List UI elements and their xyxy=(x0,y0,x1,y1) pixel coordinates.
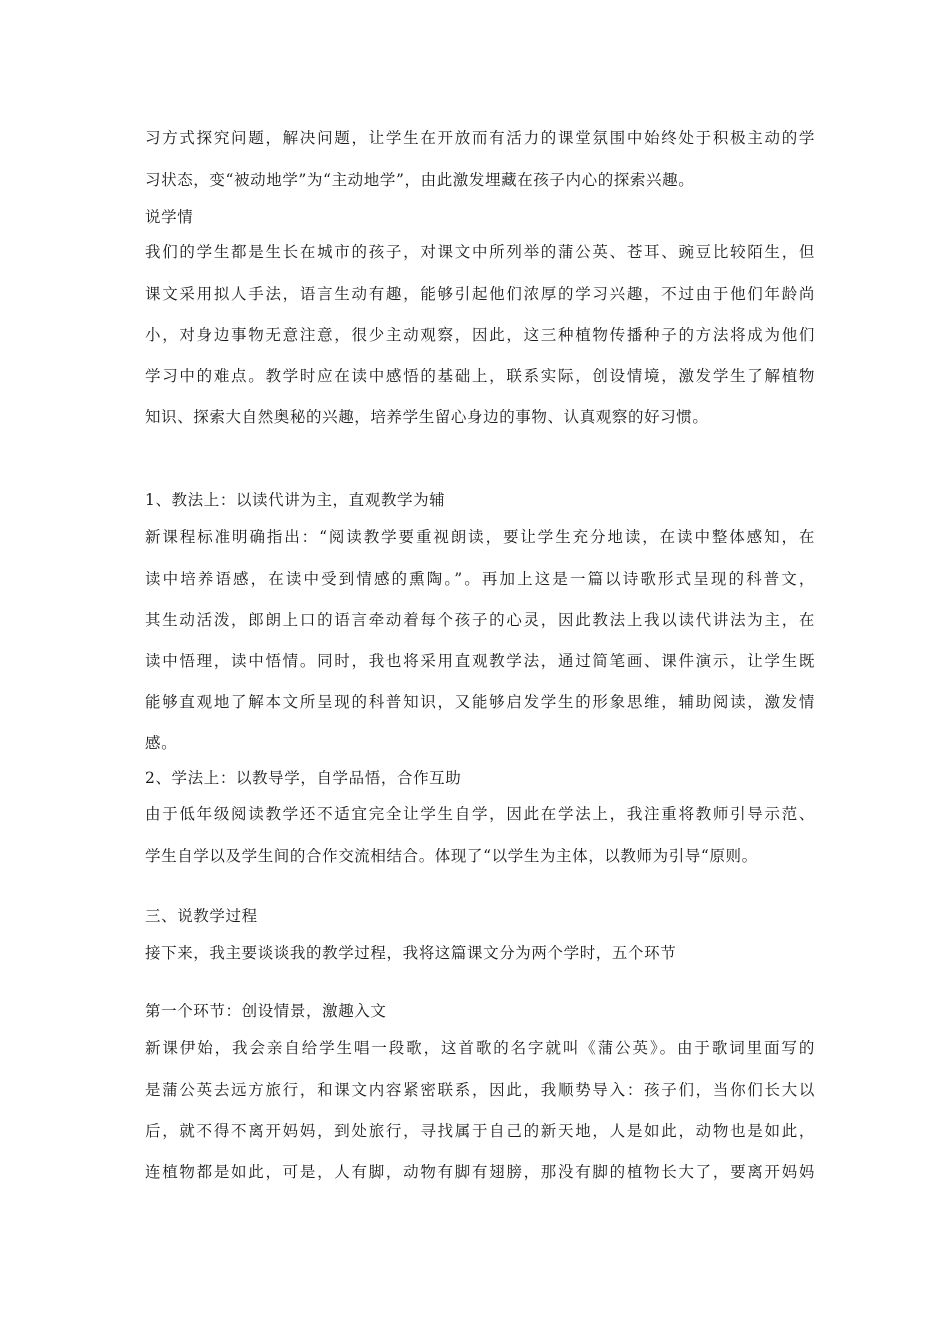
paragraph-line: 是蒲公英去远方旅行，和课文内容紧密联系，因此，我顺势导入：孩子们，当你们长大以 xyxy=(145,1081,815,1099)
paragraph-line: 习方式探究问题，解决问题，让学生在开放而有活力的课堂氛围中始终处于积极主动的学 xyxy=(145,129,815,147)
paragraph-line: 接下来，我主要谈谈我的教学过程，我将这篇课文分为两个学时，五个环节 xyxy=(145,944,677,962)
paragraph-line: 后，就不得不离开妈妈，到处旅行，寻找属于自己的新天地，人是如此，动物也是如此， xyxy=(145,1122,815,1140)
section-heading: 2、学法上：以教导学，自学品悟，合作互助 xyxy=(145,769,462,787)
paragraph-line: 新课伊始，我会亲自给学生唱一段歌，这首歌的名字就叫《蒲公英》。由于歌词里面写的 xyxy=(145,1039,815,1057)
paragraph-line: 课文采用拟人手法，语言生动有趣，能够引起他们浓厚的学习兴趣，不过由于他们年龄尚 xyxy=(145,285,815,303)
paragraph-line: 由于低年级阅读教学还不适宜完全让学生自学，因此在学法上，我注重将教师引导示范、 xyxy=(145,805,815,823)
paragraph-line: 读中悟理，读中悟情。同时，我也将采用直观教学法，通过简笔画、课件演示，让学生既 xyxy=(145,652,815,670)
paragraph-line: 连植物都是如此，可是，人有脚，动物有脚有翅膀，那没有脚的植物长大了，要离开妈妈 xyxy=(145,1163,815,1181)
paragraph-line: 能够直观地了解本文所呈现的科普知识，又能够启发学生的形象思维，辅助阅读，激发情 xyxy=(145,693,815,711)
paragraph-line: 读中培养语感，在读中受到情感的熏陶。”。再加上这是一篇以诗歌形式呈现的科普文， xyxy=(145,570,815,588)
paragraph-line: 知识、探索大自然奥秘的兴趣，培养学生留心身边的事物、认真观察的好习惯。 xyxy=(145,408,709,426)
section-heading: 第一个环节：创设情景，激趣入文 xyxy=(145,1002,387,1020)
paragraph-line: 小，对身边事物无意注意，很少主动观察，因此，这三种植物传播种子的方法将成为他们 xyxy=(145,326,815,344)
section-heading: 1、教法上：以读代讲为主，直观教学为辅 xyxy=(145,491,446,509)
paragraph-line: 习状态，变“被动地学”为“主动地学”，由此激发埋藏在孩子内心的探索兴趣。 xyxy=(145,171,695,189)
paragraph-line: 感。 xyxy=(145,734,178,752)
paragraph-line: 新课程标准明确指出：“阅读教学要重视朗读，要让学生充分地读，在读中整体感知，在 xyxy=(145,528,815,546)
paragraph-line: 学生自学以及学生间的合作交流相结合。体现了“以学生为主体，以教师为引导“原则。 xyxy=(145,847,758,865)
section-heading: 说学情 xyxy=(145,208,194,226)
paragraph-line: 其生动活泼，郎朗上口的语言牵动着每个孩子的心灵，因此教法上我以读代讲法为主，在 xyxy=(145,611,815,629)
section-heading: 三、说教学过程 xyxy=(145,907,258,925)
paragraph-line: 我们的学生都是生长在城市的孩子，对课文中所列举的蒲公英、苍耳、豌豆比较陌生，但 xyxy=(145,243,815,261)
paragraph-line: 学习中的难点。教学时应在读中感悟的基础上，联系实际，创设情境，激发学生了解植物 xyxy=(145,367,815,385)
